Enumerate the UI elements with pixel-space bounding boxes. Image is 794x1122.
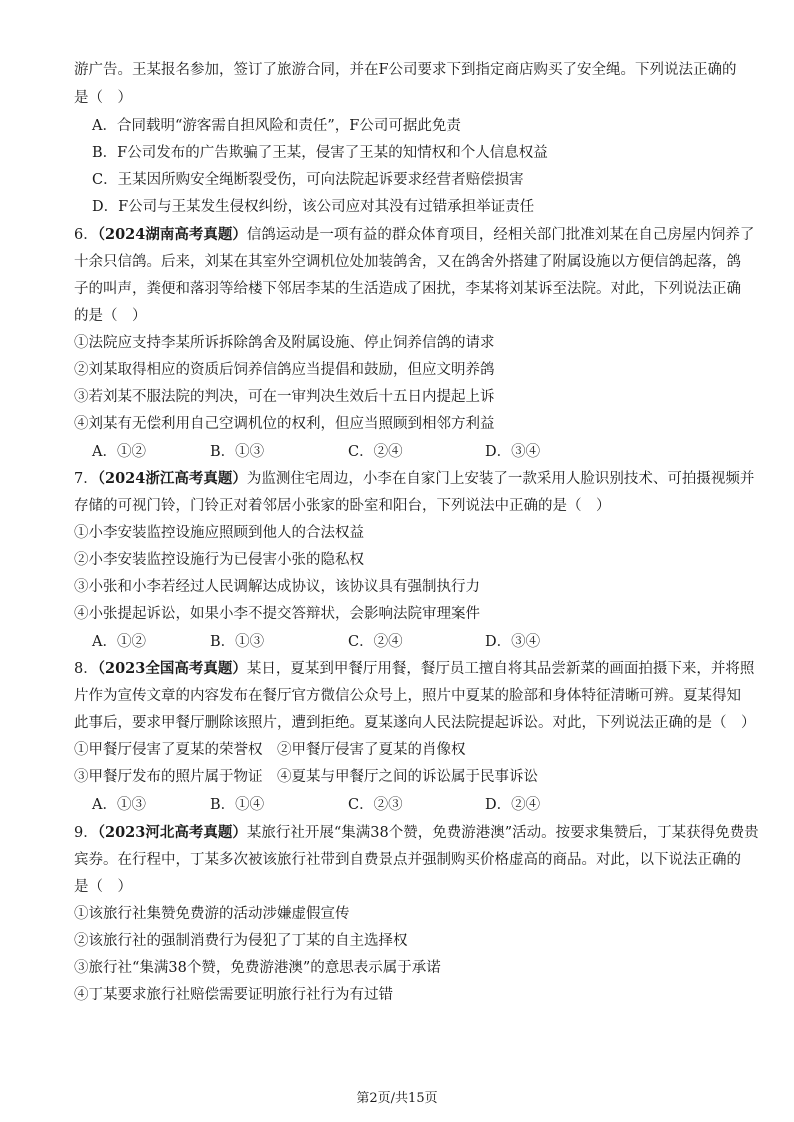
q7-choice-d: D．③④ xyxy=(485,634,541,650)
q9-stem-line xyxy=(74,822,759,844)
q6-choice-c: C．②④ xyxy=(348,444,403,460)
q8-source: （2023全国高考真题） xyxy=(97,660,247,677)
q6-statement: ①法院应支持李某所诉拆除鸽舍及附属设施、停止饲养信鸽的请求 xyxy=(74,335,495,351)
q8-choice-d: D．②④ xyxy=(485,797,541,813)
q8-stem-line: 此事后，要求甲餐厅删除该照片，遭到拒绝。夏某遂向人民法院提起诉讼。对此，下列说法正确的是（ ） xyxy=(74,715,756,731)
q5-option-a: A．合同载明“游客需自担风险和责任”，F公司可据此免责 xyxy=(92,118,461,134)
q7-stem-text: 为监测住宅周边，小李在自家门上安装了一款采用人脸识别技术、可拍摄视频并 xyxy=(246,471,755,487)
q6-number: 6． xyxy=(74,227,98,243)
q7-stem-line xyxy=(74,468,754,490)
q6-choice-b: B．①③ xyxy=(210,444,265,460)
q6-choice-a: A．①② xyxy=(92,444,146,460)
q7-choice-c: C．②④ xyxy=(348,634,403,650)
q9-statement: ②该旅行社的强制消费行为侵犯了丁某的自主选择权 xyxy=(74,933,408,949)
q8-stem-text: 某日，夏某到甲餐厅用餐，餐厅员工擅自将其品尝新菜的画面拍摄下来，并将照 xyxy=(246,661,755,677)
q9-statement: ①该旅行社集赞免费游的活动涉嫌虚假宣传 xyxy=(74,906,350,922)
q6-statement: ④刘某有无偿利用自己空调机位的权利，但应当照顾到相邻方利益 xyxy=(74,416,495,432)
q8-statement: ①甲餐厅侵害了夏某的荣誉权 ②甲餐厅侵害了夏某的肖像权 xyxy=(74,742,466,758)
q8-statement: ③甲餐厅发布的照片属于物证 ④夏某与甲餐厅之间的诉讼属于民事诉讼 xyxy=(74,769,538,785)
page-number: 第2页/共15页 xyxy=(356,1091,438,1106)
q9-statement: ④丁某要求旅行社赔偿需要证明旅行社行为有过错 xyxy=(74,987,393,1003)
q9-stem-line: 是（ ） xyxy=(74,879,132,895)
q7-choice-a: A．①② xyxy=(92,634,146,650)
q9-source: （2023河北高考真题） xyxy=(97,824,247,841)
q5-option-b: B．F公司发布的广告欺骗了王某，侵害了王某的知情权和个人信息权益 xyxy=(92,145,548,161)
q6-stem-line: 子的叫声，粪便和落羽等给楼下邻居李某的生活造成了困扰，李某将刘某诉至法院。对此，下列说法正确 xyxy=(74,281,741,297)
q6-statement: ②刘某取得相应的资质后饲养信鸽应当提倡和鼓励，但应文明养鸽 xyxy=(74,362,495,378)
q9-stem-line: 宾券。在行程中，丁某多次被该旅行社带到自费景点并强制购买价格虚高的商品。对此，以下说法正确的 xyxy=(74,852,741,868)
q5-text-line: 是（ ） xyxy=(74,90,132,106)
q6-stem-text: 信鸽运动是一项有益的群众体育项目，经相关部门批准刘某在自己房屋内饲养了 xyxy=(246,227,755,243)
q7-stem-line: 存储的可视门铃，门铃正对着邻居小张家的卧室和阳台，下列说法中正确的是（ ） xyxy=(74,498,611,514)
q6-stem-line xyxy=(74,224,754,246)
q8-choice-c: C．②③ xyxy=(348,797,403,813)
q8-choice-b: B．①④ xyxy=(210,797,265,813)
q8-stem-line: 片作为宣传文章的内容发布在餐厅官方微信公众号上，照片中夏某的脸部和身体特征清晰可辨。夏某得知 xyxy=(74,688,741,704)
q9-number: 9． xyxy=(74,825,98,841)
q6-stem-line: 十余只信鸽。后来，刘某在其室外空调机位处加装鸽舍，又在鸽舍外搭建了附属设施以方便信鸽起落，鸽 xyxy=(74,254,741,270)
q5-text-line: 游广告。王某报名参加，签订了旅游合同，并在F公司要求下到指定商店购买了安全绳。下列说法正确的 xyxy=(74,62,737,78)
q8-number: 8． xyxy=(74,661,98,677)
q8-stem-line xyxy=(74,658,754,680)
q5-option-c: C．王某因所购安全绳断裂受伤，可向法院起诉要求经营者赔偿损害 xyxy=(92,172,524,188)
q8-choice-a: A．①③ xyxy=(92,797,146,813)
q9-statement: ③旅行社“集满38个赞，免费游港澳”的意思表示属于承诺 xyxy=(74,960,441,976)
q6-statement: ③若刘某不服法院的判决，可在一审判决生效后十五日内提起上诉 xyxy=(74,389,495,405)
q6-source: （2024湖南高考真题） xyxy=(97,226,247,243)
q7-number: 7． xyxy=(74,471,98,487)
q7-statement: ①小李安装监控设施应照顾到他人的合法权益 xyxy=(74,525,364,541)
q5-option-d: D．F公司与王某发生侵权纠纷，该公司应对其没有过错承担举证责任 xyxy=(92,199,535,215)
q6-stem-line: 的是（ ） xyxy=(74,308,147,324)
q7-statement: ③小张和小李若经过人民调解达成协议，该协议具有强制执行力 xyxy=(74,579,480,595)
q7-statement: ②小李安装监控设施行为已侵害小张的隐私权 xyxy=(74,552,364,568)
q6-choice-d: D．③④ xyxy=(485,444,541,460)
q7-choice-b: B．①③ xyxy=(210,634,265,650)
q7-source: （2024浙江高考真题） xyxy=(97,470,247,487)
q7-statement: ④小张提起诉讼，如果小李不提交答辩状，会影响法院审理案件 xyxy=(74,606,480,622)
q9-stem-text: 某旅行社开展“集满38个赞，免费游港澳”活动。按要求集赞后，丁某获得免费贵 xyxy=(246,825,759,841)
